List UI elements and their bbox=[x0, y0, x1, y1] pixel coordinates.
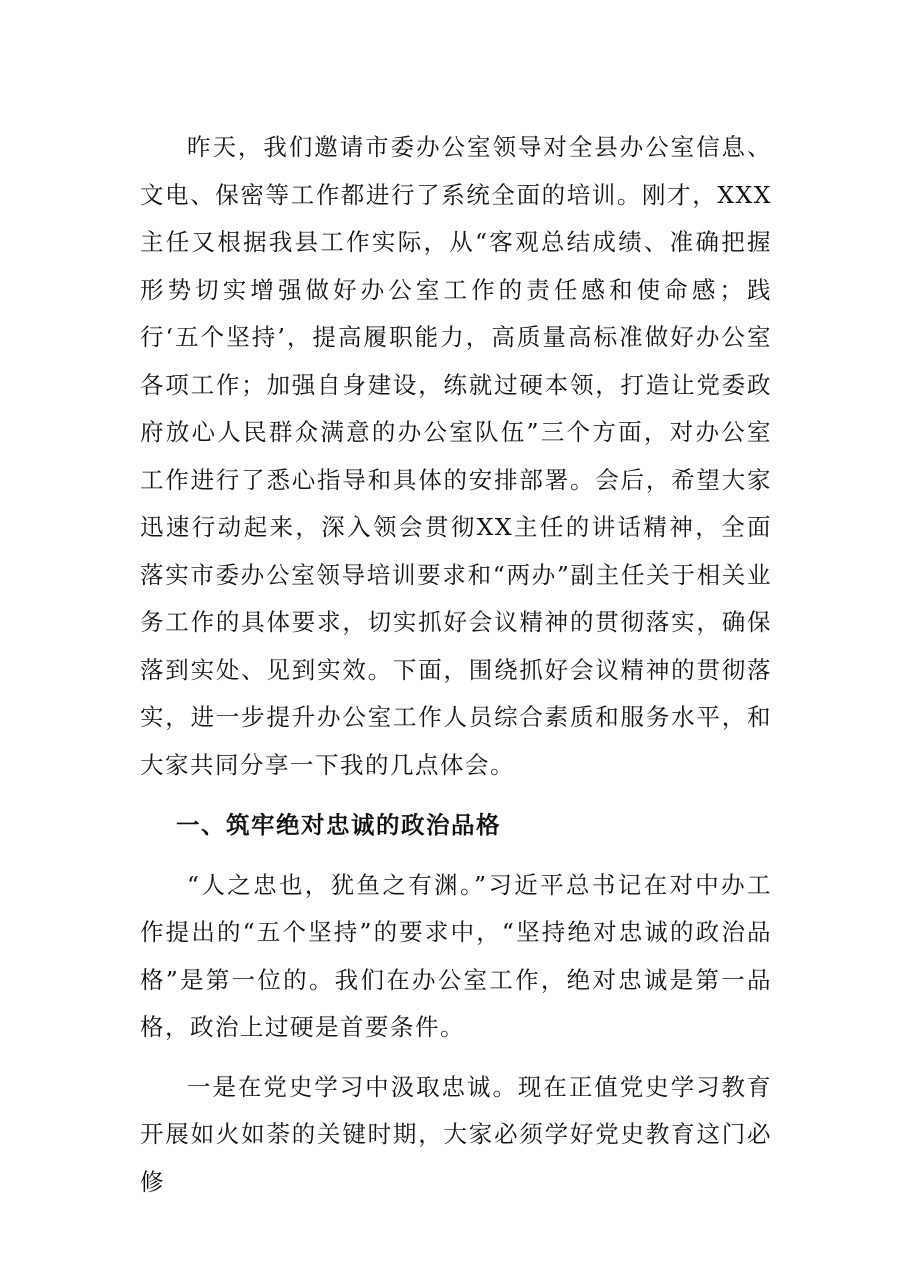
intro-paragraph: 昨天，我们邀请市委办公室领导对全县办公室信息、文电、保密等工作都进行了系统全面的培训。刚才，XXX主任又根据我县工作实际，从“客观总结成绩、准确把握形势切实增强做好办公室工作的责任感和使命感；践行‘五个坚持’，提高履职能力，高质量高标准做好办公室各项工作；加强自身建设，练就过硬本领，打造让党委政府放心人民群众满意的办公室队伍”三个方面，对办公室工作进行了悉心指导和具体的安排部署。会后，希望大家迅速行动起来，深入领会贯彻XX主任的讲话精神，全面落实市委办公室领导培训要求和“两办”副主任关于相关业务工作的具体要求，切实抓好会议精神的贯彻落实，确保落到实处、见到实效。下面，围绕抓好会议精神的贯彻落实，进一步提升办公室工作人员综合素质和服务水平，和大家共同分享一下我的几点体会。 bbox=[140, 133, 772, 779]
section-heading: 一、筑牢绝对忠诚的政治品格 bbox=[176, 811, 501, 839]
paragraph-gap bbox=[140, 1052, 772, 1064]
document-page bbox=[140, 124, 772, 1206]
section-paragraph-1: “人之忠也，犹鱼之有渊。”习近平总书记在对中办工作提出的“五个坚持”的要求中，“坚持绝对忠诚的政治品格”是第一位的。我们在办公室工作，绝对忠诚是第一品格，政治上过硬是首要条件。 bbox=[140, 870, 772, 1041]
section-paragraph-2: 一是在党史学习中汲取忠诚。现在正值党史学习教育开展如火如荼的关键时期，大家必须学好党史教育这门必修 bbox=[140, 1072, 772, 1196]
